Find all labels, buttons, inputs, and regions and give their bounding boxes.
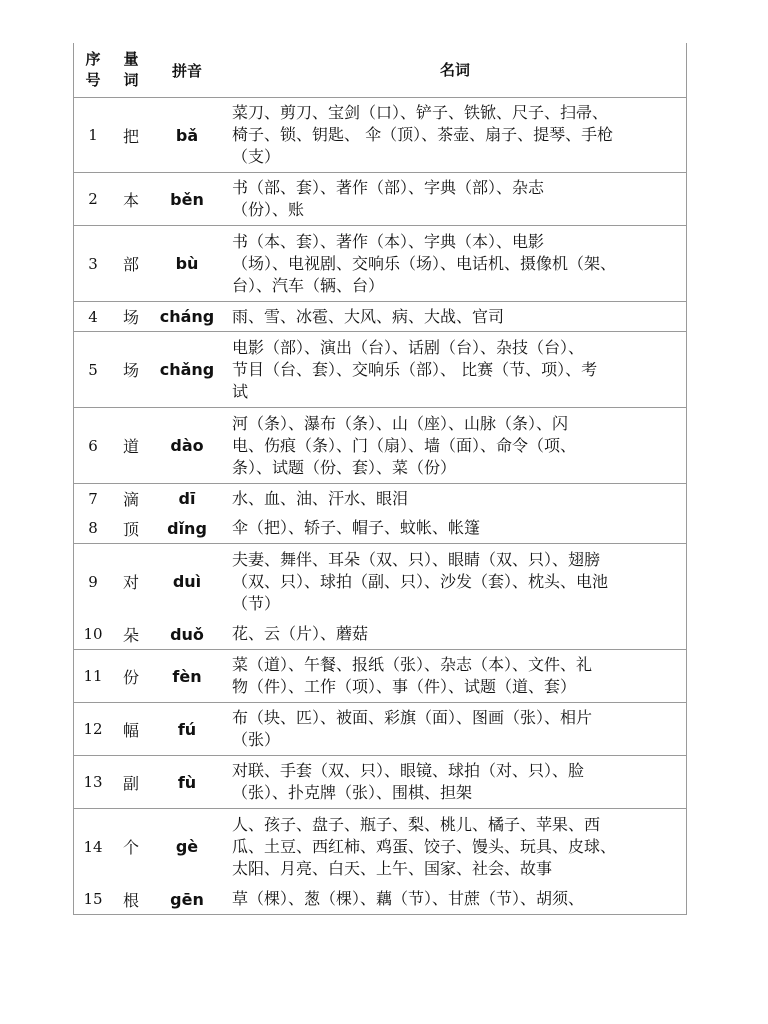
header-index — [74, 43, 112, 97]
row-index: 11 — [83, 667, 103, 685]
row-nouns — [224, 756, 686, 808]
header-pinyin: 拼音 — [171, 61, 202, 80]
row-nouns — [224, 408, 686, 483]
table-row — [74, 225, 686, 301]
nouns-line: 节目（台、套）、交响乐（部）、 比赛（节、项）、考 — [232, 359, 598, 379]
row-pinyin: bù — [175, 254, 199, 273]
table-row — [74, 407, 686, 483]
row-index: 12 — [83, 720, 103, 738]
row-pinyin: duǒ — [170, 624, 204, 644]
table-row — [74, 172, 686, 225]
row-pinyin: bǎ — [175, 125, 199, 145]
row-index: 10 — [83, 625, 103, 643]
row-pinyin: dī — [178, 489, 196, 508]
table-row — [74, 97, 686, 172]
nouns-line: 对联、手套（双、只）、眼镜、球拍（对、只）、脸 — [232, 761, 585, 780]
row-nouns — [224, 302, 686, 331]
row-index: 3 — [88, 254, 98, 273]
row-pinyin: běn — [170, 189, 204, 209]
nouns-line: 菜（道）、午餐、报纸（张）、杂志（本）、文件、礼 — [232, 655, 593, 674]
header-measure-word-line: 量 — [123, 50, 139, 68]
nouns-line: 雨、雪、冰雹、大风、病、大战、官司 — [232, 306, 505, 326]
header-nouns: 名词 — [439, 61, 470, 79]
row-measure-word: 滴 — [122, 490, 139, 509]
row-measure-word: 场 — [122, 308, 139, 327]
measure-word-table — [73, 43, 687, 915]
row-measure-word: 幅 — [122, 720, 139, 740]
row-measure-word: 把 — [122, 126, 139, 146]
nouns-line: 瓜、土豆、西红柿、鸡蛋、饺子、馒头、玩具、皮球、 — [232, 836, 617, 856]
nouns-line: 布（块、匹）、被面、彩旗（面）、图画（张）、相片 — [232, 708, 593, 727]
row-index: 13 — [83, 773, 103, 791]
row-nouns — [224, 884, 686, 914]
row-nouns — [224, 173, 686, 225]
table-row — [74, 301, 686, 331]
nouns-line: 太阳、月亮、白天、上午、国家、社会、故事 — [232, 858, 553, 878]
nouns-line: 台）、汽车（辆、台） — [232, 275, 385, 295]
row-pinyin: gēn — [170, 889, 204, 909]
nouns-line: 书（本、套）、著作（本）、字典（本）、电影 — [232, 231, 545, 251]
row-index: 8 — [88, 519, 98, 537]
nouns-line: 物（件）、工作（项）、事（件）、试题（道、套） — [232, 677, 577, 696]
row-pinyin: dào — [170, 436, 204, 455]
nouns-line: 电影（部）、演出（台）、话剧（台）、杂技（台）、 — [232, 337, 585, 357]
row-measure-word: 个 — [122, 838, 139, 857]
row-pinyin: fù — [177, 772, 197, 792]
row-index: 1 — [88, 126, 98, 144]
nouns-line: （场）、电视剧、交响乐（场）、电话机、摄像机（架、 — [232, 253, 617, 273]
row-measure-word: 道 — [122, 437, 139, 456]
row-pinyin: dǐng — [167, 518, 207, 538]
header-index-line: 序 — [85, 50, 101, 68]
table-row — [74, 331, 686, 407]
nouns-line: （双、只）、球拍（副、只）、沙发（套）、枕头、电池 — [232, 571, 609, 591]
row-measure-word: 对 — [122, 573, 139, 592]
row-pinyin: fú — [177, 719, 197, 739]
table-row — [74, 649, 686, 702]
nouns-line: 条）、试题（份、套）、菜（份） — [232, 457, 457, 477]
row-index: 5 — [88, 360, 98, 379]
nouns-line: （支） — [232, 147, 281, 166]
nouns-line: 河（条）、瀑布（条）、山（座）、山脉（条）、闪 — [232, 413, 569, 433]
row-nouns — [224, 544, 686, 619]
row-index: 2 — [88, 190, 98, 208]
row-nouns — [224, 484, 686, 513]
nouns-line: 伞（把）、轿子、帽子、蚊帐、帐篷 — [232, 518, 481, 537]
nouns-line: （张）、扑克牌（张）、围棋、担架 — [232, 783, 473, 802]
nouns-line: 花、云（片）、蘑菇 — [232, 624, 369, 643]
table-row — [74, 884, 686, 914]
nouns-line: 夫妻、舞伴、耳朵（双、只）、眼睛（双、只）、翅膀 — [232, 549, 601, 569]
row-index: 7 — [88, 489, 98, 508]
table-row — [74, 808, 686, 884]
row-measure-word: 副 — [122, 773, 139, 793]
header-measure-word — [112, 43, 150, 97]
row-measure-word: 本 — [122, 190, 139, 210]
row-pinyin: duì — [172, 572, 202, 591]
row-nouns — [224, 332, 686, 407]
nouns-line: （张） — [232, 730, 281, 749]
nouns-line: 电、伤痕（条）、门（扇）、墙（面）、命令（项、 — [232, 435, 577, 455]
nouns-line: 书（部、套）、著作（部）、字典（部）、杂志 — [232, 178, 545, 197]
row-pinyin: chǎng — [159, 360, 215, 379]
table-row — [74, 702, 686, 755]
row-nouns — [224, 703, 686, 755]
row-measure-word: 场 — [122, 361, 139, 380]
nouns-line: 椅子、锁、钥匙、 伞（顶）、茶壶、扇子、提琴、手枪 — [232, 125, 614, 144]
nouns-line: （份）、账 — [232, 200, 305, 219]
table-row — [74, 619, 686, 649]
nouns-line: 人、孩子、盘子、瓶子、梨、桃儿、橘子、苹果、西 — [232, 814, 601, 834]
row-nouns — [224, 513, 686, 543]
row-nouns — [224, 650, 686, 702]
row-index: 9 — [88, 572, 98, 591]
table-row — [74, 543, 686, 619]
row-pinyin: fèn — [172, 666, 202, 686]
row-index: 4 — [88, 307, 98, 326]
row-pinyin: cháng — [159, 307, 215, 326]
nouns-line: （节） — [232, 593, 281, 613]
row-index: 6 — [88, 436, 98, 455]
nouns-line: 水、血、油、汗水、眼泪 — [232, 488, 409, 508]
header-index-line: 号 — [85, 71, 101, 89]
row-measure-word: 朵 — [122, 625, 139, 645]
row-nouns — [224, 809, 686, 884]
row-pinyin: gè — [175, 837, 199, 856]
header-measure-word-line: 词 — [123, 71, 139, 89]
row-index: 15 — [83, 890, 103, 908]
table-row — [74, 483, 686, 513]
nouns-line: 试 — [232, 381, 249, 401]
row-measure-word: 部 — [122, 255, 139, 274]
nouns-line: 草（棵）、葱（棵）、藕（节）、甘蔗（节）、胡须、 — [232, 889, 585, 908]
nouns-line: 菜刀、剪刀、宝剑（口）、铲子、铁锨、尺子、扫帚、 — [232, 103, 609, 122]
row-measure-word: 顶 — [122, 519, 139, 539]
row-measure-word: 根 — [122, 890, 139, 910]
row-nouns — [224, 98, 686, 172]
row-nouns — [224, 226, 686, 301]
table-header-row — [74, 43, 686, 97]
row-measure-word: 份 — [122, 667, 139, 687]
table-row — [74, 513, 686, 543]
table-row — [74, 755, 686, 808]
row-index: 14 — [83, 837, 103, 856]
row-nouns — [224, 619, 686, 649]
